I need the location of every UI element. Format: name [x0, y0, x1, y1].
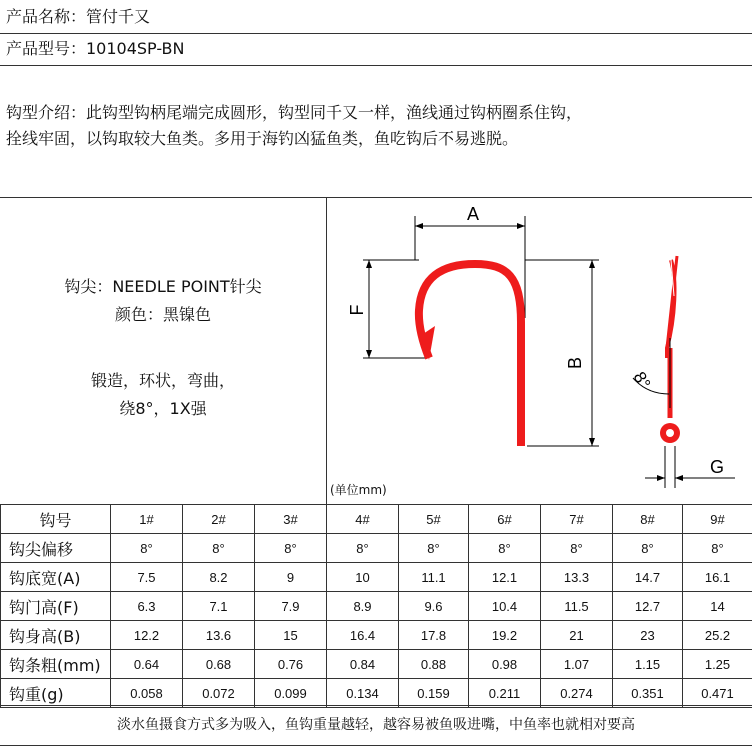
table-cell: 8°: [183, 534, 255, 563]
table-row: [1, 592, 752, 621]
dimension-g-label: G: [709, 457, 725, 477]
table-cell: 1.07: [541, 650, 613, 679]
spec-panel: [0, 198, 326, 504]
description-line-2: 拴线牢固，以钩取较大鱼类。多用于海钓凶猛鱼类，鱼吃钩后不易逃脱。: [6, 129, 519, 148]
arrow-icon: [517, 223, 525, 229]
table-cell: 14: [683, 592, 752, 621]
table-cell: 0.159: [399, 679, 469, 708]
table-cell: 8°: [613, 534, 683, 563]
table-cell: 0.351: [613, 679, 683, 708]
arrow-icon: [589, 260, 595, 268]
table-cell: 13.6: [183, 621, 255, 650]
finish-color: 颜色：黑镍色: [114, 305, 211, 324]
table-cell: 8°: [255, 534, 327, 563]
point-type: 钩尖：NEEDLE POINT针尖: [64, 277, 262, 296]
table-cell: 12.7: [613, 592, 683, 621]
table-cell: 0.88: [399, 650, 469, 679]
table-cell: 21: [541, 621, 613, 650]
table-cell: 7.9: [255, 592, 327, 621]
table-header-cell: 3#: [255, 505, 327, 534]
table-cell: 8°: [111, 534, 183, 563]
table-cell: 7.5: [111, 563, 183, 592]
table-cell: 0.76: [255, 650, 327, 679]
table-cell: 0.072: [183, 679, 255, 708]
table-row: [1, 563, 752, 592]
table-header-cell: 7#: [541, 505, 613, 534]
unit-label: (单位mm): [330, 483, 387, 497]
table-cell: 23: [613, 621, 683, 650]
table-cell: 0.98: [469, 650, 541, 679]
table-cell: 0.274: [541, 679, 613, 708]
table-row: [1, 679, 752, 708]
product-name: 产品名称：管付千又: [6, 7, 151, 26]
dimension-f-label: F: [347, 304, 367, 316]
table-header-cell: 6#: [469, 505, 541, 534]
table-cell: 1.15: [613, 650, 683, 679]
table-cell: 0.134: [327, 679, 399, 708]
table-cell: 14.7: [613, 563, 683, 592]
table-cell: 0.211: [469, 679, 541, 708]
table-header-cell: 1#: [111, 505, 183, 534]
dimension-b-label: B: [565, 356, 585, 370]
table-row: [1, 534, 752, 563]
divider: [0, 65, 752, 66]
arrow-icon: [415, 223, 423, 229]
table-cell: 17.8: [399, 621, 469, 650]
table-header-cell: 8#: [613, 505, 683, 534]
table-cell: 13.3: [541, 563, 613, 592]
table-cell: 6.3: [111, 592, 183, 621]
table-cell: 11.5: [541, 592, 613, 621]
table-row: [1, 650, 752, 679]
product-model: 产品型号：10104SP-BN: [6, 39, 185, 58]
table-cell: 12.2: [111, 621, 183, 650]
row-label: 钩尖偏移: [1, 534, 111, 563]
table-cell: 8°: [683, 534, 752, 563]
table-cell: 8°: [327, 534, 399, 563]
table-cell: 8.2: [183, 563, 255, 592]
hook-description: [6, 100, 746, 152]
table-cell: 15: [255, 621, 327, 650]
table-header-cell: 5#: [399, 505, 469, 534]
table-cell: 0.099: [255, 679, 327, 708]
arrow-icon: [657, 475, 665, 481]
table-cell: 1.25: [683, 650, 752, 679]
table-header-cell: 2#: [183, 505, 255, 534]
arrow-icon: [366, 260, 372, 268]
table-cell: 0.84: [327, 650, 399, 679]
table-cell: 8°: [469, 534, 541, 563]
description-line-1: 钩型介绍：此钩型钩柄尾端完成圆形，钩型同千又一样，渔线通过钩柄圈系住钩，: [6, 103, 583, 122]
row-label: 钩底宽(A): [1, 563, 111, 592]
table-cell: 9: [255, 563, 327, 592]
table-cell: 0.471: [683, 679, 752, 708]
table-cell: 8°: [399, 534, 469, 563]
table-cell: 10.4: [469, 592, 541, 621]
hook-front-view: [419, 264, 521, 446]
process-text: 锻造，环状，弯曲，: [90, 371, 235, 390]
spec-table: [0, 504, 752, 708]
table-cell: 0.64: [111, 650, 183, 679]
footer-note: 淡水鱼摄食方式多为吸入，鱼钩重量越轻，越容易被鱼吸进嘴，中鱼率也就相对要高: [117, 717, 635, 733]
row-label: 钩重(g): [1, 679, 111, 708]
table-cell: 16.1: [683, 563, 752, 592]
dimension-a-label: A: [466, 204, 480, 224]
arrow-icon: [589, 438, 595, 446]
table-row: [1, 621, 752, 650]
arrow-icon: [675, 475, 683, 481]
row-label: 钩身高(B): [1, 621, 111, 650]
table-cell: 11.1: [399, 563, 469, 592]
table-cell: 0.68: [183, 650, 255, 679]
table-cell: 8.9: [327, 592, 399, 621]
table-cell: 12.1: [469, 563, 541, 592]
divider: [0, 745, 752, 746]
arrow-icon: [366, 350, 372, 358]
table-header-cell: 9#: [683, 505, 752, 534]
hook-eye-hole: [666, 429, 674, 437]
table-header-row: [1, 505, 752, 534]
hook-diagram: [327, 198, 752, 504]
table-header-cell: 钩号: [1, 505, 111, 534]
table-cell: 0.058: [111, 679, 183, 708]
table-cell: 7.1: [183, 592, 255, 621]
table-header-cell: 4#: [327, 505, 399, 534]
table-cell: 25.2: [683, 621, 752, 650]
table-cell: 16.4: [327, 621, 399, 650]
table-cell: 10: [327, 563, 399, 592]
table-cell: 8°: [541, 534, 613, 563]
table-cell: 9.6: [399, 592, 469, 621]
angle-label: 8°: [629, 368, 655, 393]
table-cell: 19.2: [469, 621, 541, 650]
row-label: 钩条粗(mm): [1, 650, 111, 679]
row-label: 钩门高(F): [1, 592, 111, 621]
offset-strength: 绕8°，1X强: [119, 399, 207, 418]
